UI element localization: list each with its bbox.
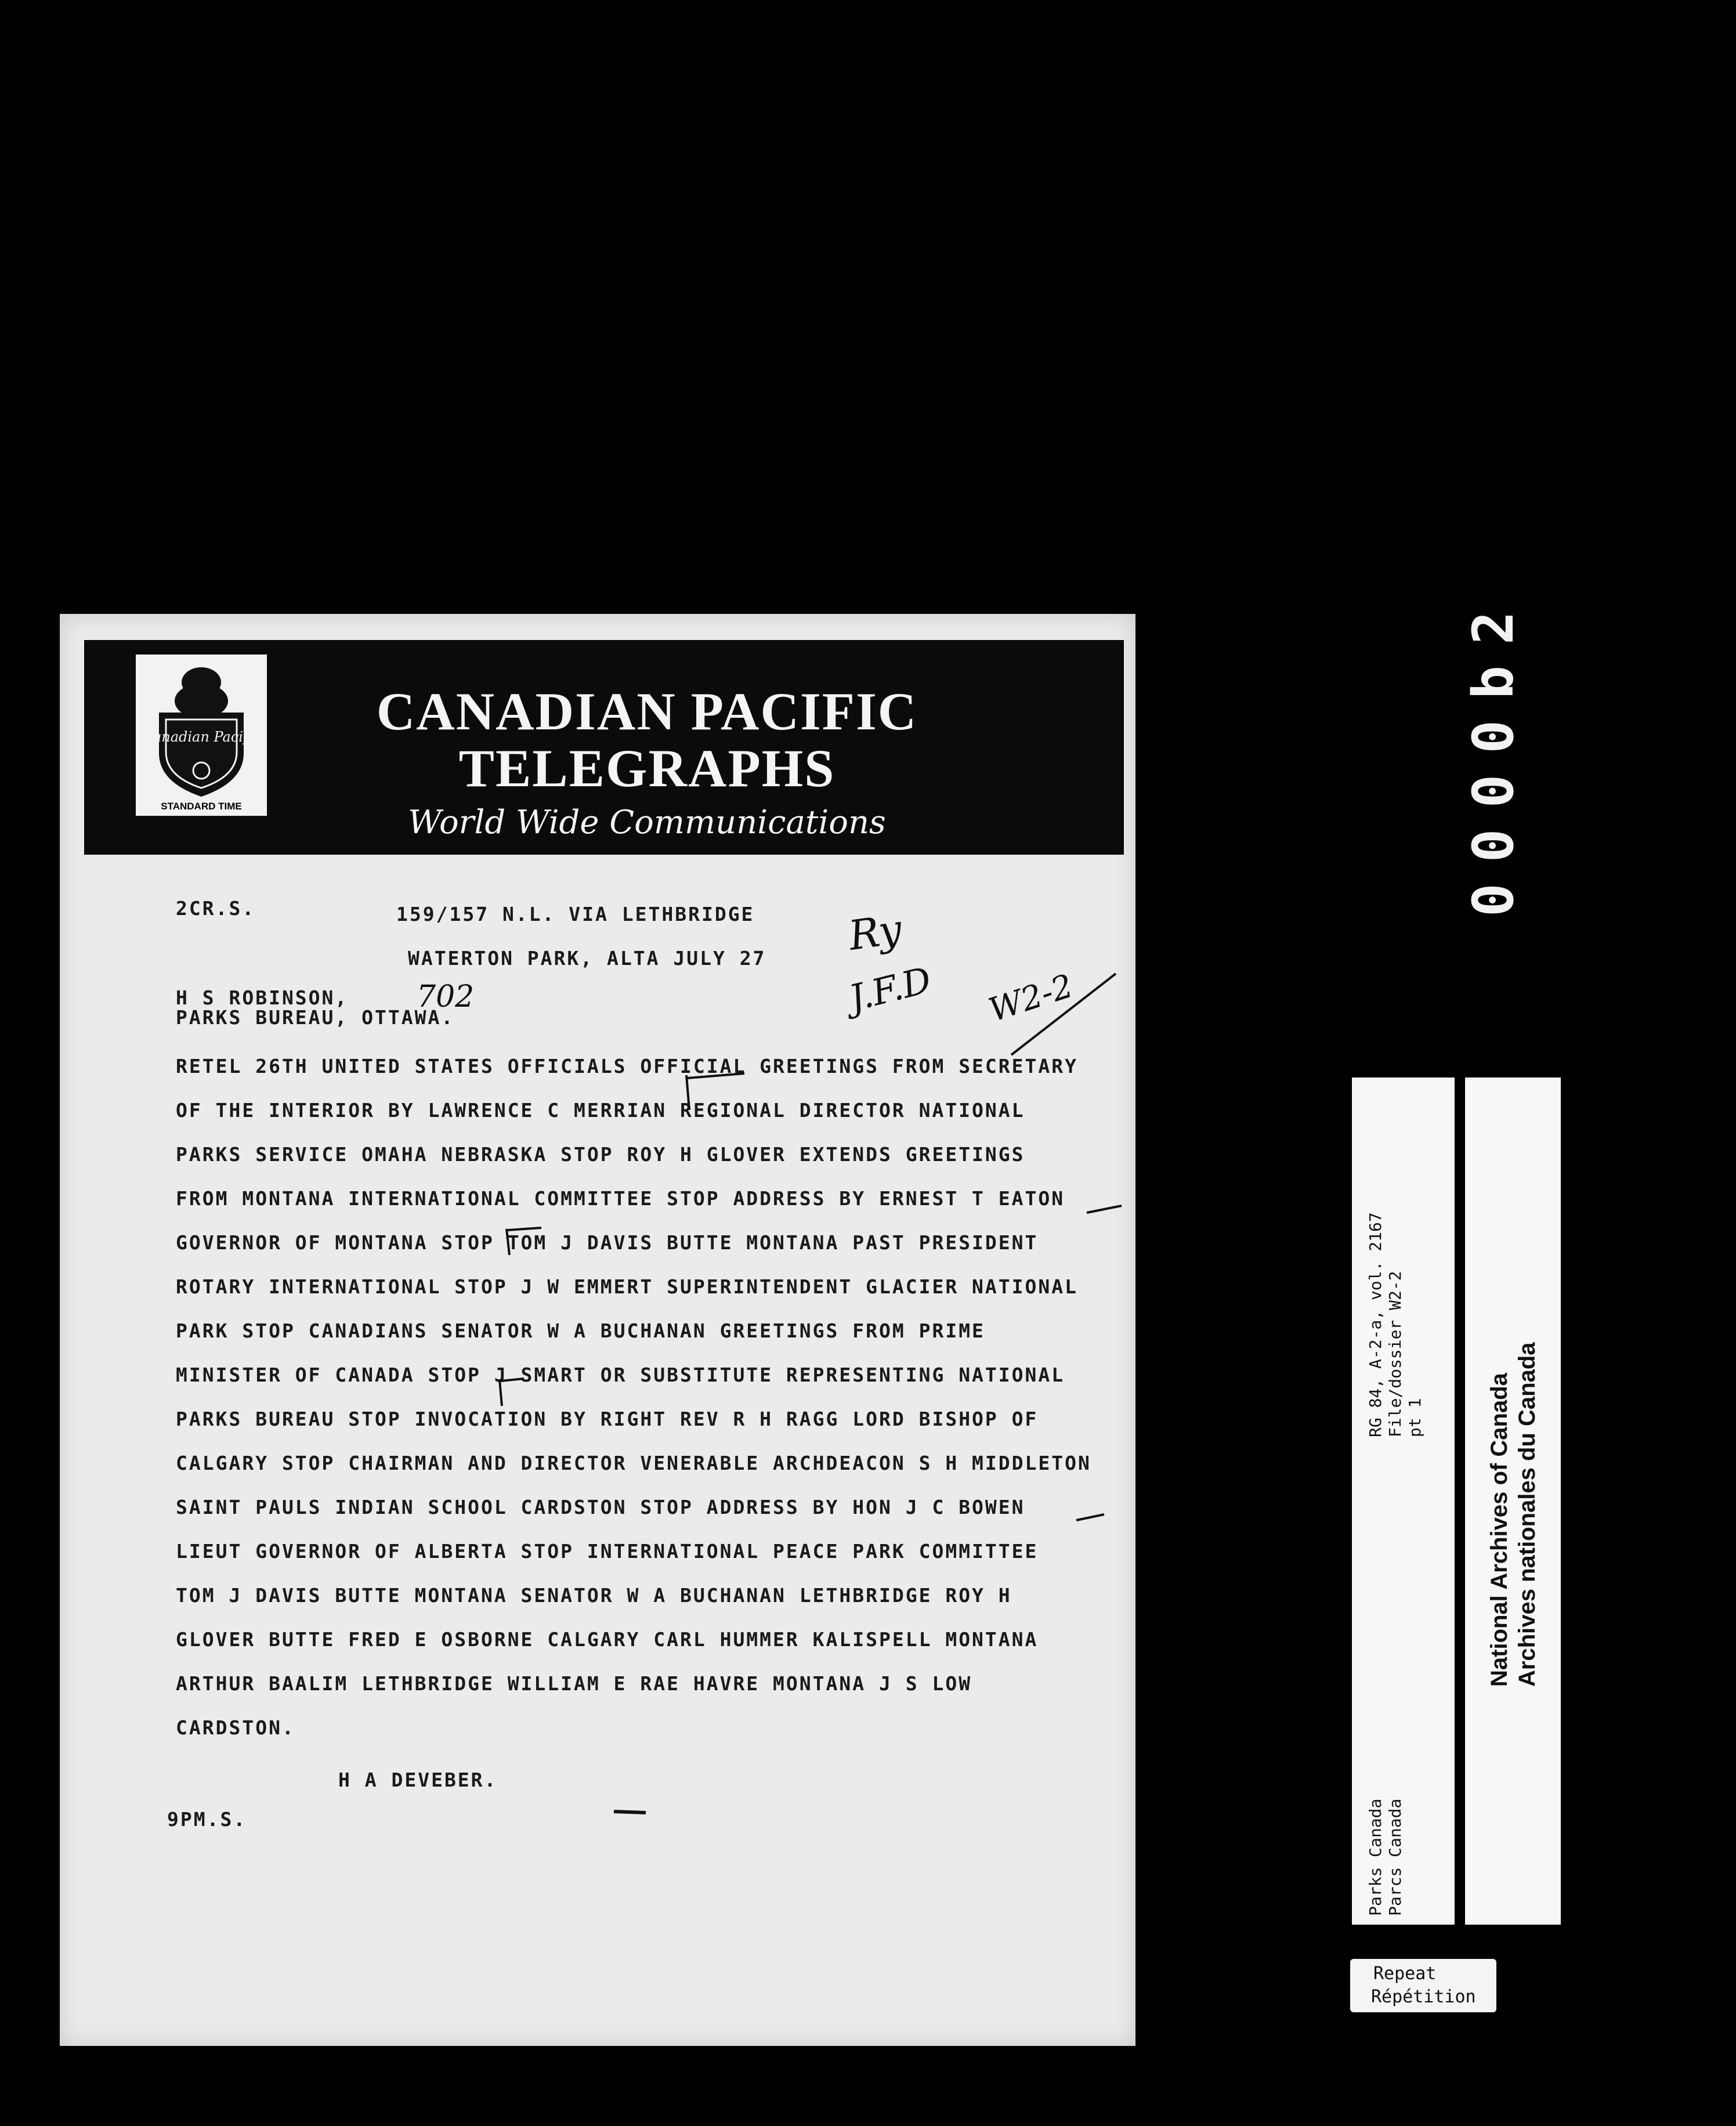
archive-name-en: National Archives of Canada [1487, 1373, 1512, 1687]
archive-name-fr: Archives nationales du Canada [1514, 1342, 1540, 1687]
handwritten-number: 702 [417, 979, 475, 1014]
telegram-code: 2CR.S. [176, 897, 256, 920]
letterhead-tagline: World Wide Communications [408, 804, 886, 841]
body-line: SAINT PAULS INDIAN SCHOOL CARDSTON STOP ADDRESS BY HON J C BOWEN [176, 1496, 1025, 1518]
repeat-label-en: Repeat [1373, 1964, 1437, 1984]
body-line: ROTARY INTERNATIONAL STOP J W EMMERT SUPERINTENDENT GLACIER NATIONAL [176, 1275, 1079, 1298]
repeat-label-fr: Répétition [1371, 1987, 1476, 2007]
body-line: GOVERNOR OF MONTANA STOP TOM J DAVIS BUTTE MONTANA PAST PRESIDENT [176, 1231, 1039, 1254]
body-line: PARKS SERVICE OMAHA NEBRASKA STOP ROY H GLOVER EXTENDS GREETINGS [176, 1143, 1025, 1166]
archive-reference-line2: File/dossier W2-2 [1386, 1271, 1405, 1437]
telegram-route: 159/157 N.L. VIA LETHBRIDGE [396, 903, 755, 925]
telegram-signature: H A DEVEBER. [338, 1769, 498, 1791]
handwritten-initials: Ry [845, 905, 905, 960]
body-line: ARTHUR BAALIM LETHBRIDGE WILLIAM E RAE HAVRE MONTANA J S LOW [176, 1672, 972, 1695]
pen-marks [60, 614, 1135, 2046]
addressee-name: H S ROBINSON, [176, 986, 349, 1009]
body-line: FROM MONTANA INTERNATIONAL COMMITTEE STOP ADDRESS BY ERNEST T EATON [176, 1187, 1065, 1210]
letterhead-title-line2: TELEGRAPHS [458, 739, 836, 798]
handwritten-file-number: W2-2 [984, 967, 1078, 1030]
telegram-origin: WATERTON PARK, ALTA JULY 27 [408, 947, 766, 970]
archive-reference-line3: pt 1 [1405, 1398, 1424, 1437]
body-line: RETEL 26TH UNITED STATES OFFICIALS OFFICIAL GREETINGS FROM SECRETARY [176, 1055, 1079, 1078]
body-line: OF THE INTERIOR BY LAWRENCE C MERRIAN REGIONAL DIRECTOR NATIONAL [176, 1099, 1025, 1122]
logo-caption: STANDARD TIME [161, 801, 242, 812]
repeat-indicator [1350, 1959, 1496, 2012]
body-line: MINISTER OF CANADA STOP J SMART OR SUBSTITUTE REPRESENTING NATIONAL [176, 1364, 1065, 1386]
body-line: LIEUT GOVERNOR OF ALBERTA STOP INTERNATIONAL PEACE PARK COMMITTEE [176, 1540, 1039, 1563]
body-line: GLOVER BUTTE FRED E OSBORNE CALGARY CARL HUMMER KALISPELL MONTANA [176, 1628, 1039, 1651]
agency-name-fr: Parcs Canada [1386, 1798, 1405, 1916]
letterhead-title-line1: CANADIAN PACIFIC [376, 682, 918, 741]
handwritten-initials: J.F.D [845, 958, 936, 1020]
body-line: PARK STOP CANADIANS SENATOR W A BUCHANAN GREETINGS FROM PRIME [176, 1319, 985, 1342]
frame-number: 0000b2 [1461, 590, 1526, 917]
telegram-time: 9PM.S. [167, 1808, 247, 1831]
addressee-org: PARKS BUREAU, OTTAWA. [176, 1006, 455, 1029]
body-line: CALGARY STOP CHAIRMAN AND DIRECTOR VENERABLE ARCHDEACON S H MIDDLETON [176, 1452, 1091, 1474]
body-line: PARKS BUREAU STOP INVOCATION BY RIGHT REV R H RAGG LORD BISHOP OF [176, 1408, 1039, 1430]
label-divider [1455, 1078, 1465, 1925]
archive-reference-line1: RG 84, A-2-a, vol. 2167 [1366, 1212, 1385, 1437]
body-line: TOM J DAVIS BUTTE MONTANA SENATOR W A BUCHANAN LETHBRIDGE ROY H [176, 1584, 1012, 1607]
logo-text: Canadian Pacific [142, 729, 261, 745]
agency-name-en: Parks Canada [1366, 1798, 1385, 1916]
telegram-sheet [60, 614, 1135, 2046]
body-line: CARDSTON. [176, 1716, 295, 1739]
archive-label-card [1352, 1078, 1561, 1925]
